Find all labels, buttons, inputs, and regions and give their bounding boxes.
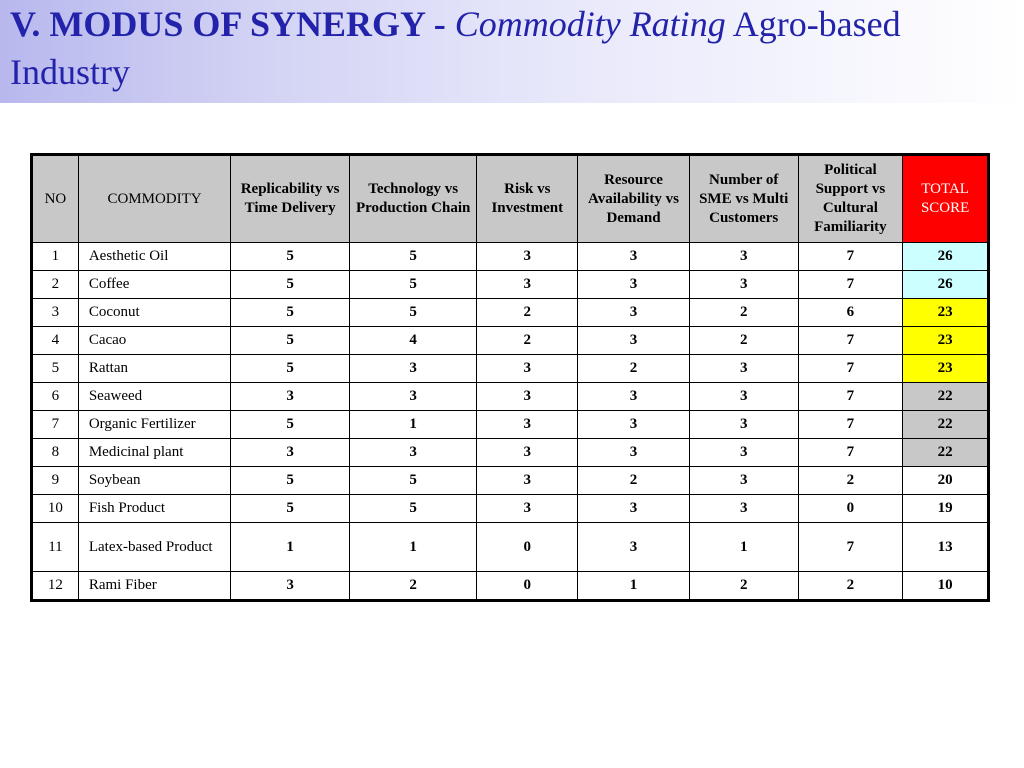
total-score: 22 xyxy=(903,383,989,411)
row-number: 4 xyxy=(32,327,79,355)
score-replicability: 3 xyxy=(231,572,350,601)
score-replicability: 5 xyxy=(231,327,350,355)
score-technology: 1 xyxy=(349,523,476,572)
score-sme: 2 xyxy=(689,572,798,601)
commodity-name: Coconut xyxy=(78,299,230,327)
score-replicability: 5 xyxy=(231,411,350,439)
score-technology: 5 xyxy=(349,299,476,327)
score-resource: 2 xyxy=(578,467,690,495)
score-technology: 5 xyxy=(349,243,476,271)
score-resource: 3 xyxy=(578,383,690,411)
score-technology: 3 xyxy=(349,383,476,411)
score-technology: 5 xyxy=(349,467,476,495)
score-sme: 3 xyxy=(689,271,798,299)
total-score: 23 xyxy=(903,299,989,327)
score-political: 7 xyxy=(798,355,903,383)
score-resource: 1 xyxy=(578,572,690,601)
column-header-political: Political Support vs Cultural Familiarity xyxy=(798,155,903,243)
total-score: 23 xyxy=(903,355,989,383)
column-header-risk: Risk vs Investment xyxy=(477,155,578,243)
score-replicability: 5 xyxy=(231,467,350,495)
title-main: V. MODUS OF SYNERGY - xyxy=(10,4,455,44)
score-technology: 5 xyxy=(349,271,476,299)
column-header-technology: Technology vs Production Chain xyxy=(349,155,476,243)
score-technology: 1 xyxy=(349,411,476,439)
commodity-name: Medicinal plant xyxy=(78,439,230,467)
row-number: 3 xyxy=(32,299,79,327)
score-risk: 3 xyxy=(477,467,578,495)
score-resource: 3 xyxy=(578,299,690,327)
slide-title xyxy=(10,0,1015,96)
column-header-replicability: Replicability vs Time Delivery xyxy=(231,155,350,243)
commodity-rating-table xyxy=(30,153,990,602)
score-sme: 2 xyxy=(689,327,798,355)
score-resource: 3 xyxy=(578,495,690,523)
table-row xyxy=(32,467,989,495)
row-number: 11 xyxy=(32,523,79,572)
score-political: 7 xyxy=(798,523,903,572)
score-replicability: 5 xyxy=(231,495,350,523)
score-risk: 2 xyxy=(477,327,578,355)
row-number: 9 xyxy=(32,467,79,495)
column-header-resource: Resource Availability vs Demand xyxy=(578,155,690,243)
row-number: 6 xyxy=(32,383,79,411)
total-score: 13 xyxy=(903,523,989,572)
score-resource: 3 xyxy=(578,243,690,271)
score-sme: 3 xyxy=(689,439,798,467)
commodity-name: Aesthetic Oil xyxy=(78,243,230,271)
score-political: 7 xyxy=(798,243,903,271)
score-technology: 4 xyxy=(349,327,476,355)
score-sme: 3 xyxy=(689,383,798,411)
score-replicability: 3 xyxy=(231,383,350,411)
total-score: 26 xyxy=(903,243,989,271)
table-row xyxy=(32,411,989,439)
table-row xyxy=(32,383,989,411)
score-risk: 3 xyxy=(477,439,578,467)
score-resource: 2 xyxy=(578,355,690,383)
score-sme: 3 xyxy=(689,495,798,523)
score-sme: 3 xyxy=(689,243,798,271)
score-political: 7 xyxy=(798,271,903,299)
total-score: 22 xyxy=(903,411,989,439)
title-italic: Commodity Rating xyxy=(454,4,726,44)
total-score: 22 xyxy=(903,439,989,467)
score-replicability: 5 xyxy=(231,355,350,383)
header-row xyxy=(32,155,989,243)
score-political: 7 xyxy=(798,439,903,467)
table-row xyxy=(32,523,989,572)
column-header-commodity: COMMODITY xyxy=(78,155,230,243)
score-political: 7 xyxy=(798,383,903,411)
score-resource: 3 xyxy=(578,523,690,572)
total-score: 26 xyxy=(903,271,989,299)
table-row xyxy=(32,439,989,467)
score-resource: 3 xyxy=(578,271,690,299)
score-technology: 3 xyxy=(349,355,476,383)
commodity-name: Organic Fertilizer xyxy=(78,411,230,439)
row-number: 1 xyxy=(32,243,79,271)
score-risk: 3 xyxy=(477,243,578,271)
table-row xyxy=(32,271,989,299)
score-technology: 2 xyxy=(349,572,476,601)
total-score: 10 xyxy=(903,572,989,601)
score-risk: 2 xyxy=(477,299,578,327)
score-political: 7 xyxy=(798,411,903,439)
score-resource: 3 xyxy=(578,411,690,439)
commodity-name: Latex-based Product xyxy=(78,523,230,572)
commodity-name: Soybean xyxy=(78,467,230,495)
commodity-name: Fish Product xyxy=(78,495,230,523)
score-political: 6 xyxy=(798,299,903,327)
commodity-name: Rami Fiber xyxy=(78,572,230,601)
score-risk: 3 xyxy=(477,495,578,523)
total-score: 20 xyxy=(903,467,989,495)
score-risk: 0 xyxy=(477,523,578,572)
score-risk: 3 xyxy=(477,355,578,383)
table-row xyxy=(32,299,989,327)
table-row xyxy=(32,243,989,271)
row-number: 12 xyxy=(32,572,79,601)
score-political: 2 xyxy=(798,467,903,495)
score-risk: 3 xyxy=(477,383,578,411)
commodity-name: Seaweed xyxy=(78,383,230,411)
score-political: 0 xyxy=(798,495,903,523)
score-political: 7 xyxy=(798,327,903,355)
table-row xyxy=(32,327,989,355)
score-risk: 3 xyxy=(477,271,578,299)
score-technology: 3 xyxy=(349,439,476,467)
row-number: 7 xyxy=(32,411,79,439)
commodity-name: Coffee xyxy=(78,271,230,299)
title-rest: Agro-based Industry xyxy=(10,4,901,92)
score-resource: 3 xyxy=(578,439,690,467)
table-row xyxy=(32,355,989,383)
score-sme: 3 xyxy=(689,467,798,495)
column-header-total-score: TOTAL SCORE xyxy=(903,155,989,243)
table-row xyxy=(32,495,989,523)
score-political: 2 xyxy=(798,572,903,601)
score-risk: 0 xyxy=(477,572,578,601)
total-score: 23 xyxy=(903,327,989,355)
score-replicability: 5 xyxy=(231,299,350,327)
row-number: 5 xyxy=(32,355,79,383)
column-header-no: NO xyxy=(32,155,79,243)
row-number: 10 xyxy=(32,495,79,523)
score-replicability: 1 xyxy=(231,523,350,572)
total-score: 19 xyxy=(903,495,989,523)
commodity-name: Cacao xyxy=(78,327,230,355)
row-number: 2 xyxy=(32,271,79,299)
score-sme: 2 xyxy=(689,299,798,327)
commodity-name: Rattan xyxy=(78,355,230,383)
score-replicability: 3 xyxy=(231,439,350,467)
column-header-sme: Number of SME vs Multi Customers xyxy=(689,155,798,243)
score-sme: 3 xyxy=(689,355,798,383)
score-replicability: 5 xyxy=(231,271,350,299)
score-sme: 1 xyxy=(689,523,798,572)
row-number: 8 xyxy=(32,439,79,467)
score-sme: 3 xyxy=(689,411,798,439)
score-risk: 3 xyxy=(477,411,578,439)
score-replicability: 5 xyxy=(231,243,350,271)
score-technology: 5 xyxy=(349,495,476,523)
score-resource: 3 xyxy=(578,327,690,355)
table-row xyxy=(32,572,989,601)
